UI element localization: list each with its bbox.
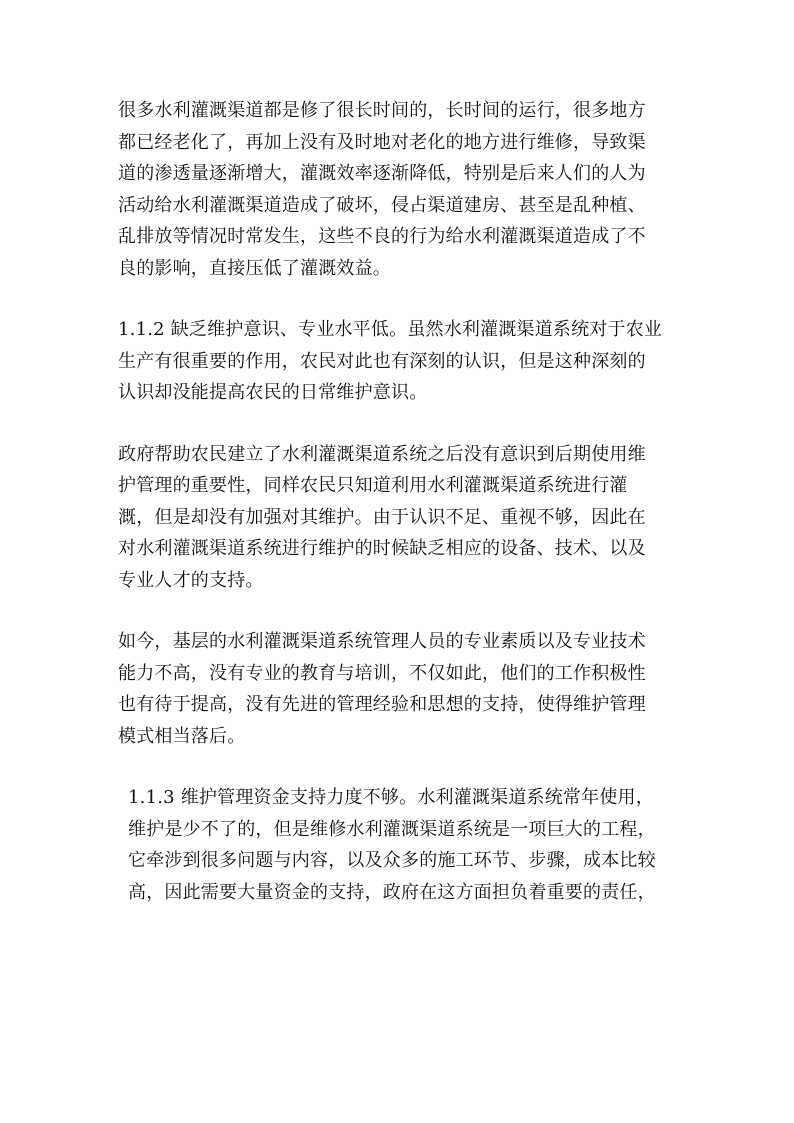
paragraph-5-section-1-1-3: 1.1.3 维护管理资金支持力度不够。水利灌溉渠道系统常年使用， 维护是少不了的，但是维修水利灌溉渠道系统是一项巨大的工程， 它牵涉到很多问题与内容，以及众多的施工环节、步骤，成本比较 高，因此需要大量资金的支持，政府在这方面担负着重要的责任， xyxy=(128,787,656,903)
paragraph-spacer xyxy=(118,752,678,782)
paragraph-spacer xyxy=(118,284,678,314)
paragraph-4: 如今，基层的水利灌溉渠道系统管理人员的专业素质以及专业技术 能力不高，没有专业的教育与培训，不仅如此，他们的工作积极性 也有待于提高，没有先进的管理经验和思想的支持，使得维护管理 模式相当落后。 xyxy=(118,631,646,747)
paragraph-2-section-1-1-2: 1.1.2 缺乏维护意识、专业水平低。虽然水利灌溉渠道系统对于农业 生产有很重要的作用，农民对此也有深刻的认识，但是这种深刻的 认识却没能提高农民的日常维护意识。 xyxy=(118,319,663,403)
document-body xyxy=(118,95,678,908)
paragraph-3: 政府帮助农民建立了水利灌溉渠道系统之后没有意识到后期使用维 护管理的重要性，同样农民只知道利用水利灌溉渠道系统进行灌 溉，但是却没有加强对其维护。由于认识不足、重视不够，因此在 对水利灌溉渠道系统进行维护的时候缺乏相应的设备、技术、以及 专业人才的支持。 xyxy=(118,443,646,591)
paragraph-1: 很多水利灌溉渠道都是修了很长时间的，长时间的运行，很多地方 都已经老化了，再加上没有及时地对老化的地方进行维修，导致渠 道的渗透量逐渐增大，灌溉效率逐渐降低，特别是后来人们的人为 活动给水利灌溉渠道造成了破坏，侵占渠道建房、甚至是乱种植、 乱排放等情况时常发生，这些不良的行为给水利灌溉渠道造成了不 良的影响，直接压低了灌溉效益。 xyxy=(118,100,646,279)
paragraph-spacer xyxy=(118,596,678,626)
paragraph-spacer xyxy=(118,409,678,439)
